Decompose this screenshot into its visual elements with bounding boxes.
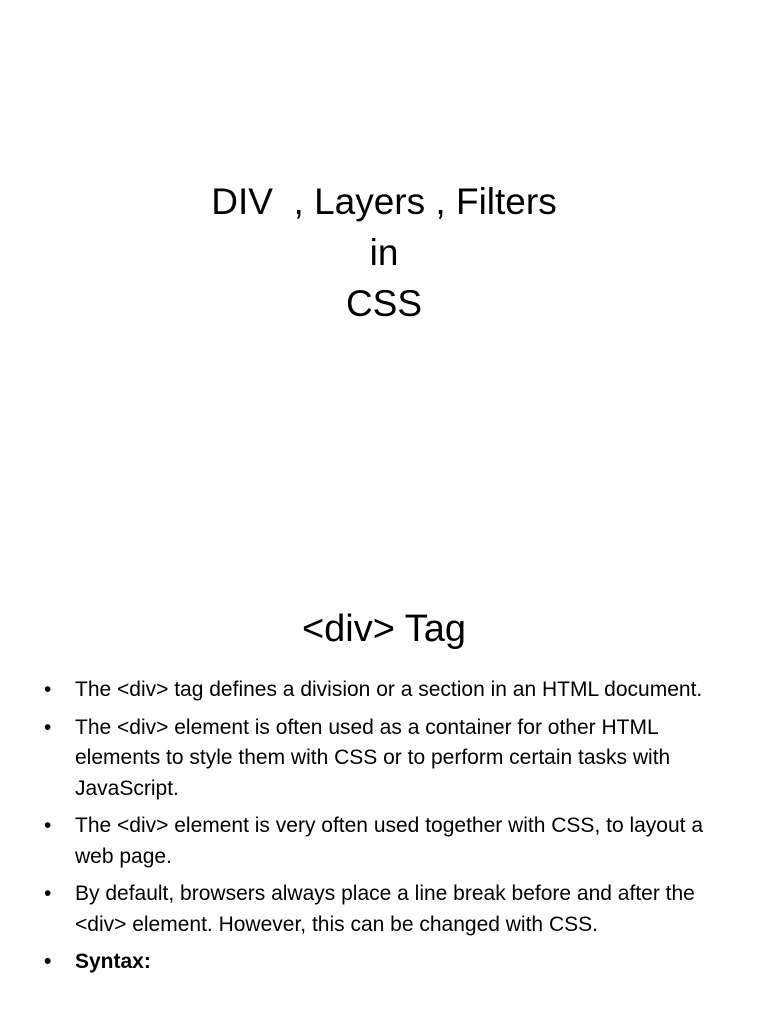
title-line-2: in	[369, 232, 399, 273]
bullet-list	[0, 675, 768, 985]
bullet-text: The <div> element is very often used together with CSS, to layout a web page.	[75, 814, 704, 868]
slide-title	[0, 176, 768, 329]
title-line-1: DIV , Layers , Filters	[211, 181, 557, 222]
bullet-text: The <div> element is often used as a container for other HTML elements to style them with CSS or to perform certain tasks with JavaScript.	[75, 715, 671, 800]
title-line-3: CSS	[345, 283, 423, 324]
section-heading: <div> Tag	[301, 608, 467, 650]
bullet-text: Syntax:	[75, 950, 151, 973]
bullet-item	[0, 811, 768, 872]
bullet-item	[0, 713, 768, 805]
bullet-icon: •	[44, 678, 52, 701]
bullet-icon: •	[44, 814, 52, 837]
bullet-item	[0, 675, 768, 706]
bullet-text: The <div> tag defines a division or a section in an HTML document.	[75, 678, 703, 701]
bullet-item	[0, 879, 768, 940]
bullet-text: By default, browsers always place a line break before and after the <div> element. However, this can be changed with CSS.	[75, 882, 695, 936]
bullet-item-syntax	[0, 947, 768, 978]
bullet-icon: •	[44, 715, 52, 739]
bullet-icon: •	[44, 950, 52, 973]
bullet-icon: •	[44, 882, 52, 905]
